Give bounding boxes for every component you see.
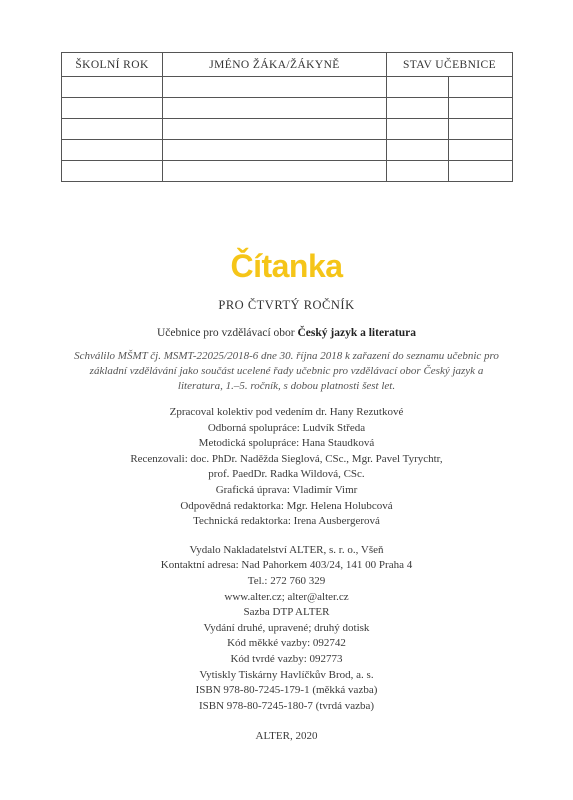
credits-block [0, 405, 573, 530]
credit-line: Zpracoval kolektiv pod vedením dr. Hany Rezutkové [169, 406, 404, 418]
publisher-year: ALTER, 2020 [255, 730, 318, 743]
credit-line: Grafická úprava: Vladimír Vimr [215, 483, 358, 496]
subject-line [0, 327, 573, 339]
publisher-block [0, 543, 573, 715]
register-row [62, 140, 513, 161]
publisher-line: Kontaktní adresa: Nad Pahorkem 403/24, 141 00 Praha 4 [160, 559, 413, 572]
publisher-line: Vytiskly Tiskárny Havlíčkův Brod, a. s. [199, 668, 374, 681]
register-row [62, 119, 513, 140]
book-register-table [61, 52, 513, 182]
publisher-line: Tel.: 272 760 329 [247, 574, 326, 587]
ministry-approval: Schválilo MŠMT čj. MSMT-22025/2018-6 dne 30. října 2018 k zařazení do seznamu učebnic pro základní vzdělávání jako součást ucelené řady učebnic pro vzdělávací obor Český jazyk a literatura, 1.–5. ročník, s dobou platnosti šest let. [74, 350, 499, 392]
publisher-line: Kód měkké vazby: 092742 [227, 637, 346, 650]
subject-name: Český jazyk a literatura [297, 327, 416, 339]
register-row [62, 161, 513, 182]
header-book-condition: STAV UČEBNICE [387, 53, 513, 77]
publisher-line: Vydalo Nakladatelství ALTER, s. r. o., Všeň [189, 543, 384, 556]
credit-line: Odpovědná redaktorka: Mgr. Helena Holubcová [180, 499, 393, 512]
register-row [62, 98, 513, 119]
publisher-line: ISBN 978-80-7245-179-1 (měkká vazba) [195, 684, 378, 697]
credit-line: Odborná spolupráce: Ludvík Středa [207, 421, 366, 434]
credit-line: prof. PaedDr. Radka Wildová, CSc. [208, 468, 365, 481]
header-student-name: JMÉNO ŽÁKA/ŽÁKYNĚ [163, 53, 387, 77]
book-subtitle: PRO ČTVRTÝ ROČNÍK [218, 298, 355, 312]
subject-prefix: Učebnice pro vzdělávací obor [157, 327, 298, 339]
credit-line: Metodická spolupráce: Hana Staudková [198, 437, 375, 450]
imprint-content [0, 248, 573, 742]
publisher-line: Sazba DTP ALTER [243, 606, 330, 619]
publisher-line: Kód tvrdé vazby: 092773 [230, 652, 343, 665]
credit-line: Technická redaktorka: Irena Ausbergerová [193, 515, 380, 528]
header-school-year: ŠKOLNÍ ROK [62, 53, 163, 77]
publisher-line: ISBN 978-80-7245-180-7 (tvrdá vazba) [198, 699, 375, 712]
publisher-line: Vydání druhé, upravené; druhý dotisk [203, 621, 370, 634]
register-row [62, 77, 513, 98]
register-header-row [62, 53, 513, 77]
publisher-line: www.alter.cz; alter@alter.cz [224, 590, 349, 603]
credit-line: Recenzovali: doc. PhDr. Naděžda Sieglová, CSc., Mgr. Pavel Tyrychtr, [130, 452, 443, 465]
book-title: Čítanka [230, 248, 343, 284]
